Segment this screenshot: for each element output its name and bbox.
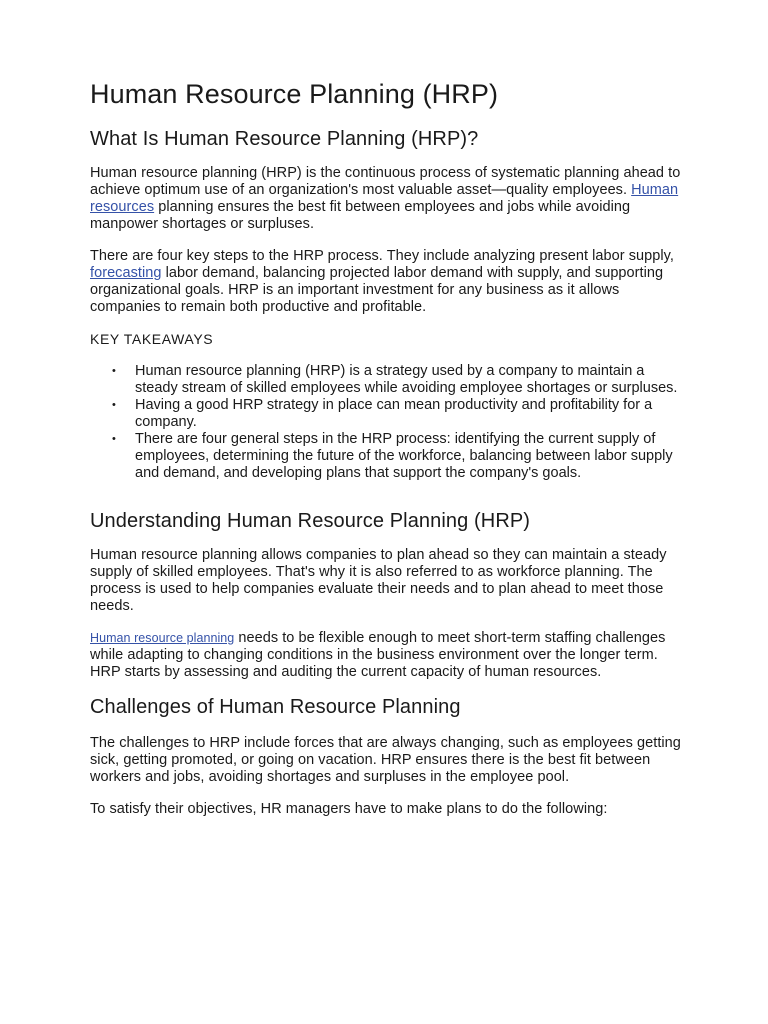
understanding-paragraph-1: Human resource planning allows companies to plan ahead so they can maintain a steady supply of skilled employees. That's why it is also referred to as workforce planning. The process is used to help companies evaluate their needs and to plan ahead to meet those needs. (90, 547, 667, 614)
understanding-paragraph-2-text: needs to be flexible enough to meet short-term staffing challenges while adapting to changing conditions in the business environment over the longer term. HRP starts by assessing and auditing the current capacity of human resources. (90, 630, 666, 680)
section-heading-understanding-hrp: Understanding Human Resource Planning (HRP) (90, 510, 531, 532)
challenges-paragraph-1: The challenges to HRP include forces that are always changing, such as employees getting sick, getting promoted, or going on vacation. HRP ensures there is the best fit between workers and jobs, avoiding shortages and surpluses in the employee pool. (90, 735, 681, 785)
intro-paragraph-1-text-a: Human resource planning (HRP) is the continuous process of systematic planning ahead to achieve optimum use of an organization's most valuable asset—quality employees. (90, 165, 681, 198)
human-resources-link[interactable]: Human resources (90, 182, 679, 215)
human-resource-planning-link[interactable]: Human resource planning (90, 631, 235, 645)
list-item (90, 397, 690, 431)
intro-paragraph-1-text-b: planning ensures the best fit between employees and jobs while avoiding manpower shortages or surpluses. (90, 199, 631, 232)
intro-paragraph-1 (90, 165, 690, 233)
list-item-text: There are four general steps in the HRP process: identifying the current supply of employees, determining the future of the workforce, balancing between labor supply and demand, and developing plans that support the company's goals. (135, 431, 673, 481)
bullet-icon: • (112, 365, 116, 377)
key-takeaways-list (90, 363, 690, 482)
bullet-icon: • (112, 433, 116, 445)
bullet-icon: • (112, 399, 116, 411)
section-heading-challenges: Challenges of Human Resource Planning (90, 696, 461, 718)
intro-paragraph-2-text-b: labor demand, balancing projected labor demand with supply, and supporting organizational goals. HRP is an important investment for any business as it allows companies to remain both productive and profitable. (90, 265, 664, 315)
challenges-paragraph-2: To satisfy their objectives, HR managers have to make plans to do the following: (90, 801, 608, 817)
page-title: Human Resource Planning (HRP) (90, 79, 499, 109)
document-page (90, 0, 690, 818)
understanding-paragraph-2 (90, 630, 690, 681)
intro-paragraph-2-text-a: There are four key steps to the HRP process. They include analyzing present labor supply, (90, 248, 674, 264)
list-item (90, 431, 690, 482)
list-item (90, 363, 690, 397)
section-heading-what-is-hrp: What Is Human Resource Planning (HRP)? (90, 128, 479, 150)
intro-paragraph-2 (90, 248, 690, 316)
key-takeaways-title: KEY TAKEAWAYS (90, 331, 214, 347)
forecasting-link[interactable]: forecasting (90, 265, 162, 281)
list-item-text: Human resource planning (HRP) is a strategy used by a company to maintain a steady stream of skilled employees while avoiding employee shortages or surpluses. (135, 363, 678, 396)
list-item-text: Having a good HRP strategy in place can mean productivity and profitability for a company. (135, 397, 653, 430)
